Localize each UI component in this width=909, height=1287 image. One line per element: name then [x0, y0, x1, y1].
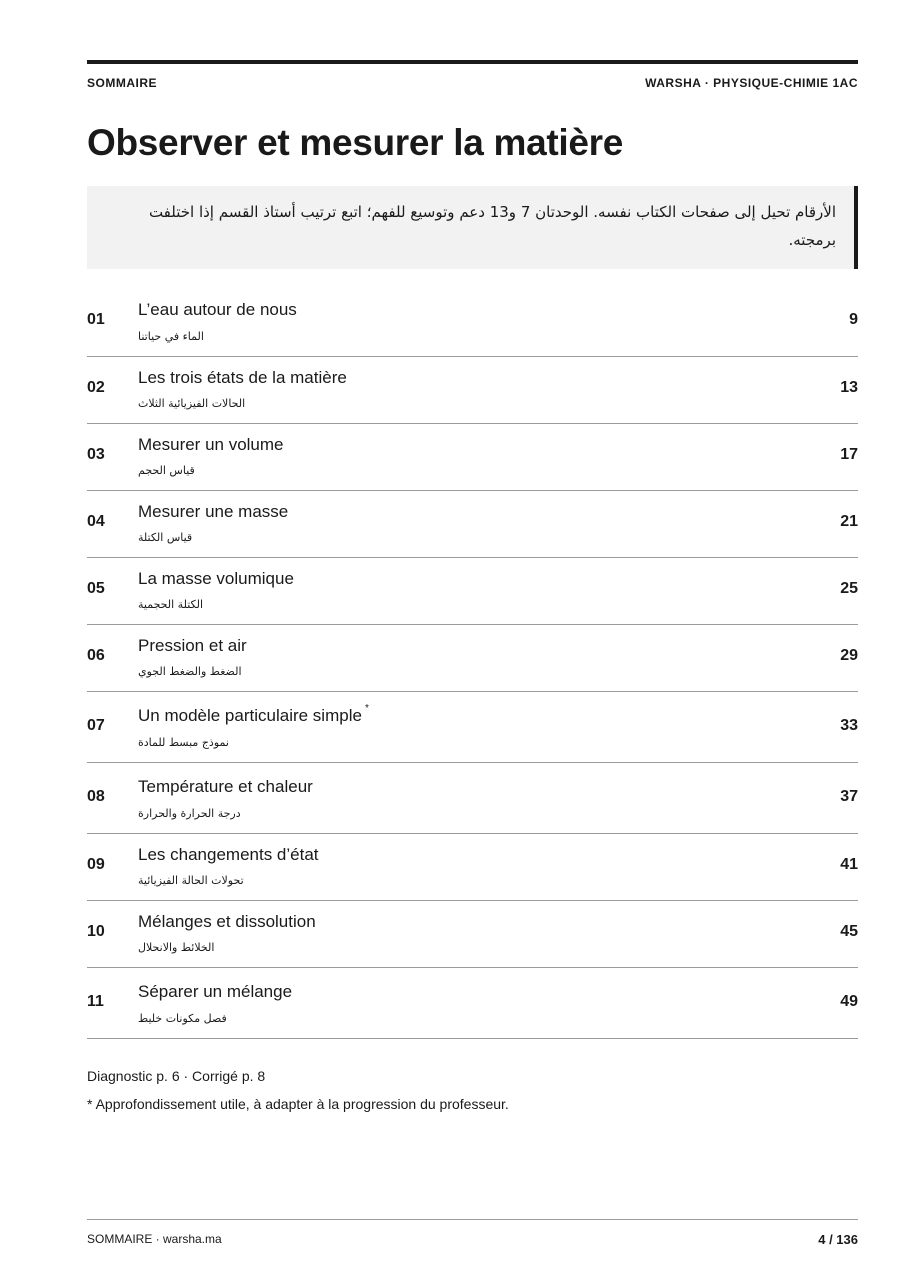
toc-entry-arabic-title: الخلائط والانحلال	[138, 941, 215, 954]
toc-entry[interactable]	[87, 491, 858, 558]
running-footer	[87, 1232, 858, 1248]
toc-entry-number: 05	[87, 580, 105, 597]
toc-entry-title-text: Les changements d’état	[138, 845, 319, 864]
toc-entry-title	[138, 703, 369, 726]
toc-entry-number: 06	[87, 647, 105, 664]
toc-entry-title-text: Un modèle particulaire simple	[138, 706, 362, 725]
toc-entry-page: 45	[840, 923, 858, 940]
toc-entry-title	[138, 502, 288, 522]
toc-entry-title-text: L’eau autour de nous	[138, 300, 297, 319]
toc-entry[interactable]	[87, 692, 858, 763]
toc-entry-asterisk: *	[364, 703, 369, 715]
toc-entry-page: 37	[840, 788, 858, 805]
toc-entry[interactable]	[87, 286, 858, 357]
toc-entry-number: 01	[87, 311, 105, 328]
toc-entry-title-text: La masse volumique	[138, 569, 294, 588]
toc-entry-arabic-title: نموذج مبسط للمادة	[138, 736, 229, 749]
toc-entry-arabic-title: الماء في حياتنا	[138, 330, 204, 343]
toc-entry-number: 04	[87, 513, 105, 530]
toc-entry-arabic-title: فصل مكونات خليط	[138, 1012, 227, 1025]
toc-entry-number: 07	[87, 717, 105, 734]
toc-entry-title	[138, 636, 247, 656]
toc-entry-page: 21	[840, 513, 858, 530]
toc-entry-title-text: Température et chaleur	[138, 777, 313, 796]
toc-entry[interactable]	[87, 424, 858, 491]
toc-entry-page: 13	[840, 379, 858, 396]
toc-entry-number: 02	[87, 379, 105, 396]
toc-entry-arabic-title: الحالات الفيزيائية الثلاث	[138, 397, 246, 410]
footnotes	[87, 1066, 858, 1122]
toc-entry-title-text: Les trois états de la matière	[138, 368, 347, 387]
toc-entry-page: 41	[840, 856, 858, 873]
bottom-rule	[87, 1219, 858, 1220]
toc-entry-number: 10	[87, 923, 105, 940]
toc-entry-title-text: Séparer un mélange	[138, 982, 293, 1001]
toc-entry[interactable]	[87, 834, 858, 901]
toc-entry-title	[138, 982, 292, 1002]
toc-entry-page: 49	[840, 993, 858, 1010]
toc-entry[interactable]	[87, 357, 858, 424]
page	[87, 0, 858, 1287]
toc-entry-page: 25	[840, 580, 858, 597]
toc-entry-page: 9	[849, 311, 858, 328]
toc-entry[interactable]	[87, 625, 858, 692]
toc-entry[interactable]	[87, 763, 858, 834]
toc-entry-title-text: Pression et air	[138, 636, 247, 655]
toc-entry[interactable]	[87, 901, 858, 968]
toc-entry-title	[138, 912, 316, 932]
toc-entry[interactable]	[87, 968, 858, 1039]
running-header	[87, 76, 858, 90]
header-book-label: WARSHA · PHYSIQUE-CHIMIE 1AC	[645, 76, 858, 90]
page-number: 4 / 136	[818, 1232, 858, 1247]
toc-entry-arabic-title: درجة الحرارة والحرارة	[138, 807, 241, 820]
toc-entry-title-text: Mesurer une masse	[138, 502, 289, 521]
toc-entry-arabic-title: قياس الكتلة	[138, 531, 193, 544]
page-title: Observer et mesurer la matière	[87, 122, 624, 163]
toc-entry-page: 33	[840, 717, 858, 734]
intro-note: الأرقام تحيل إلى صفحات الكتاب نفسه. الوحدتان 7 و13 دعم وتوسيع للفهم؛ اتبع ترتيب أستاذ القسم إذا اختلفت برمجته.	[87, 186, 858, 269]
toc-entry-arabic-title: تحولات الحالة الفيزيائية	[138, 874, 244, 887]
toc-entry-number: 03	[87, 446, 105, 463]
toc-entry-arabic-title: الضغط والضغط الجوي	[138, 665, 242, 678]
footer-label: SOMMAIRE · warsha.ma	[87, 1232, 222, 1246]
toc-entry-title	[138, 300, 297, 320]
toc-entry-page: 29	[840, 647, 858, 664]
toc-entry-arabic-title: الكتلة الحجمية	[138, 598, 204, 611]
toc-entry-title-text: Mesurer un volume	[138, 435, 284, 454]
toc-entry-title	[138, 845, 319, 865]
toc-entry-number: 09	[87, 856, 105, 873]
toc-entry-title	[138, 569, 294, 589]
table-of-contents	[87, 286, 858, 1039]
toc-entry-title	[138, 368, 347, 388]
top-rule	[87, 60, 858, 64]
toc-entry-page: 17	[840, 446, 858, 463]
toc-entry-number: 08	[87, 788, 105, 805]
toc-entry-number: 11	[87, 993, 104, 1010]
toc-entry-title	[138, 777, 313, 797]
asterisk-note: * Approfondissement utile, à adapter à la progression du professeur.	[87, 1096, 509, 1112]
header-section-label: SOMMAIRE	[87, 76, 157, 90]
toc-entry-title	[138, 435, 284, 455]
toc-entry-title-text: Mélanges et dissolution	[138, 912, 316, 931]
toc-entry-arabic-title: قياس الحجم	[138, 464, 195, 477]
cross-reference-note: Diagnostic p. 6 · Corrigé p. 8	[87, 1068, 266, 1084]
toc-entry[interactable]	[87, 558, 858, 625]
